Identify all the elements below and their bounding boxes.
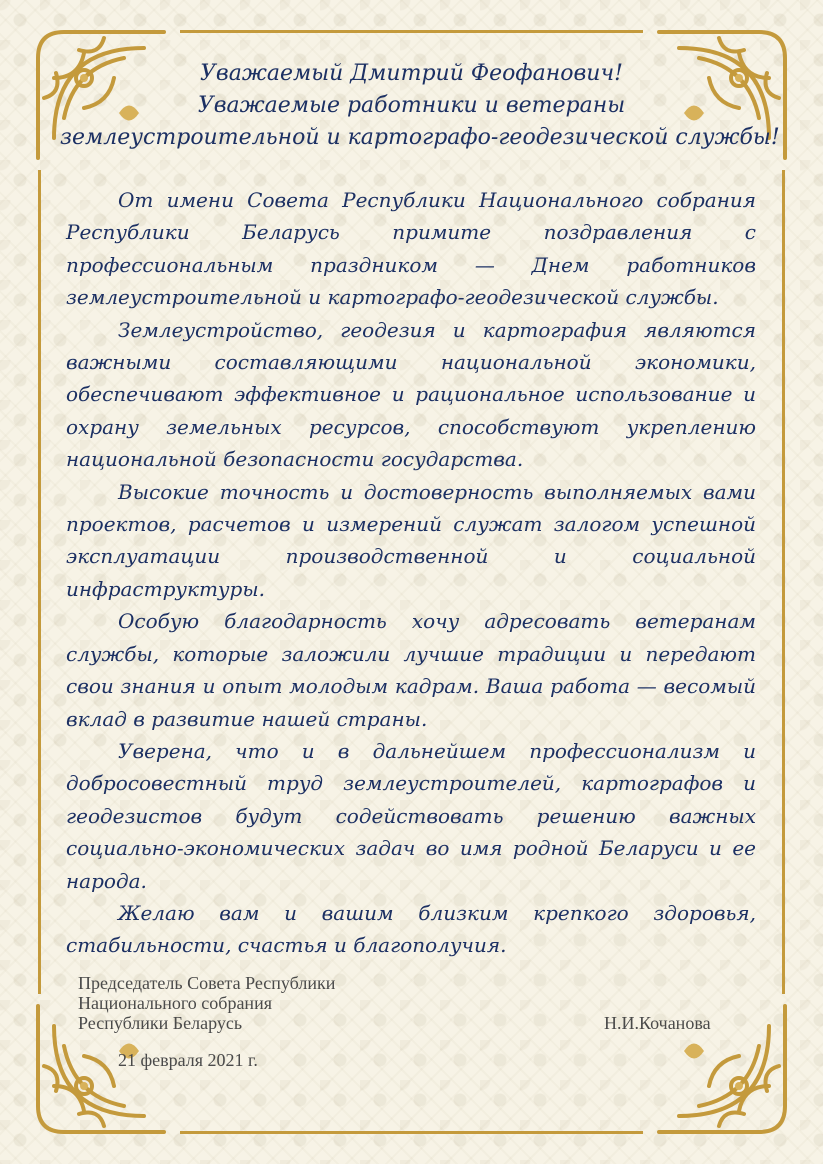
paragraph: Уверена, что и в дальнейшем профессионализм и добросовестный труд землеустроителей, картографов и геодезистов будут содействовать решению важных социально-экономических задач во имя родной Беларуси и ее народа. bbox=[66, 738, 756, 893]
signatory-title bbox=[78, 973, 335, 1033]
frame-right-line bbox=[782, 170, 785, 994]
salutation-line: Уважаемые работники и ветераны bbox=[197, 93, 626, 118]
signatory-name: Н.И.Кочанова bbox=[604, 1013, 711, 1033]
paragraph: Особую благодарность хочу адресовать ветеранам службы, которые заложили лучшие традиции и передают свои знания и опыт молодым кадрам. Ваша работа — весомый вклад в развитие нашей страны. bbox=[66, 609, 756, 731]
salutation-line: Уважаемый Дмитрий Феофанович! bbox=[200, 61, 623, 86]
frame-bottom-line bbox=[180, 1131, 643, 1134]
paragraph: От имени Совета Республики Национального собрания Республики Беларусь примите поздравления с профессиональным праздником — Днем работников землеустроительной и картографо-геодезической службы. bbox=[66, 188, 756, 310]
paragraph: Желаю вам и вашим близким крепкого здоровья, стабильности, счастья и благополучия. bbox=[66, 900, 756, 958]
signatory-title-line: Председатель Совета Республики bbox=[78, 973, 336, 993]
frame-top-line bbox=[180, 30, 643, 33]
frame-left-line bbox=[38, 170, 41, 994]
signatory-title-line: Национального собрания bbox=[78, 993, 272, 1013]
paragraph: Землеустройство, геодезия и картография являются важными составляющими национальной экономики, обеспечивают эффективное и рациональное использование и охрану земельных ресурсов, способствуют укреплению национальной безопасности государства. bbox=[66, 317, 756, 472]
salutation-line: землеустроительной и картографо-геодезической службы! bbox=[60, 125, 780, 150]
signatory-title-line: Республики Беларусь bbox=[78, 1013, 243, 1033]
letter-body bbox=[66, 184, 756, 962]
salutation bbox=[60, 58, 780, 154]
paragraph: Высокие точность и достоверность выполняемых вами проектов, расчетов и измерений служат залогом успешной эксплуатации производственной и социальной инфраструктуры. bbox=[66, 479, 756, 601]
letter-date: 21 февраля 2021 г. bbox=[118, 1050, 258, 1070]
